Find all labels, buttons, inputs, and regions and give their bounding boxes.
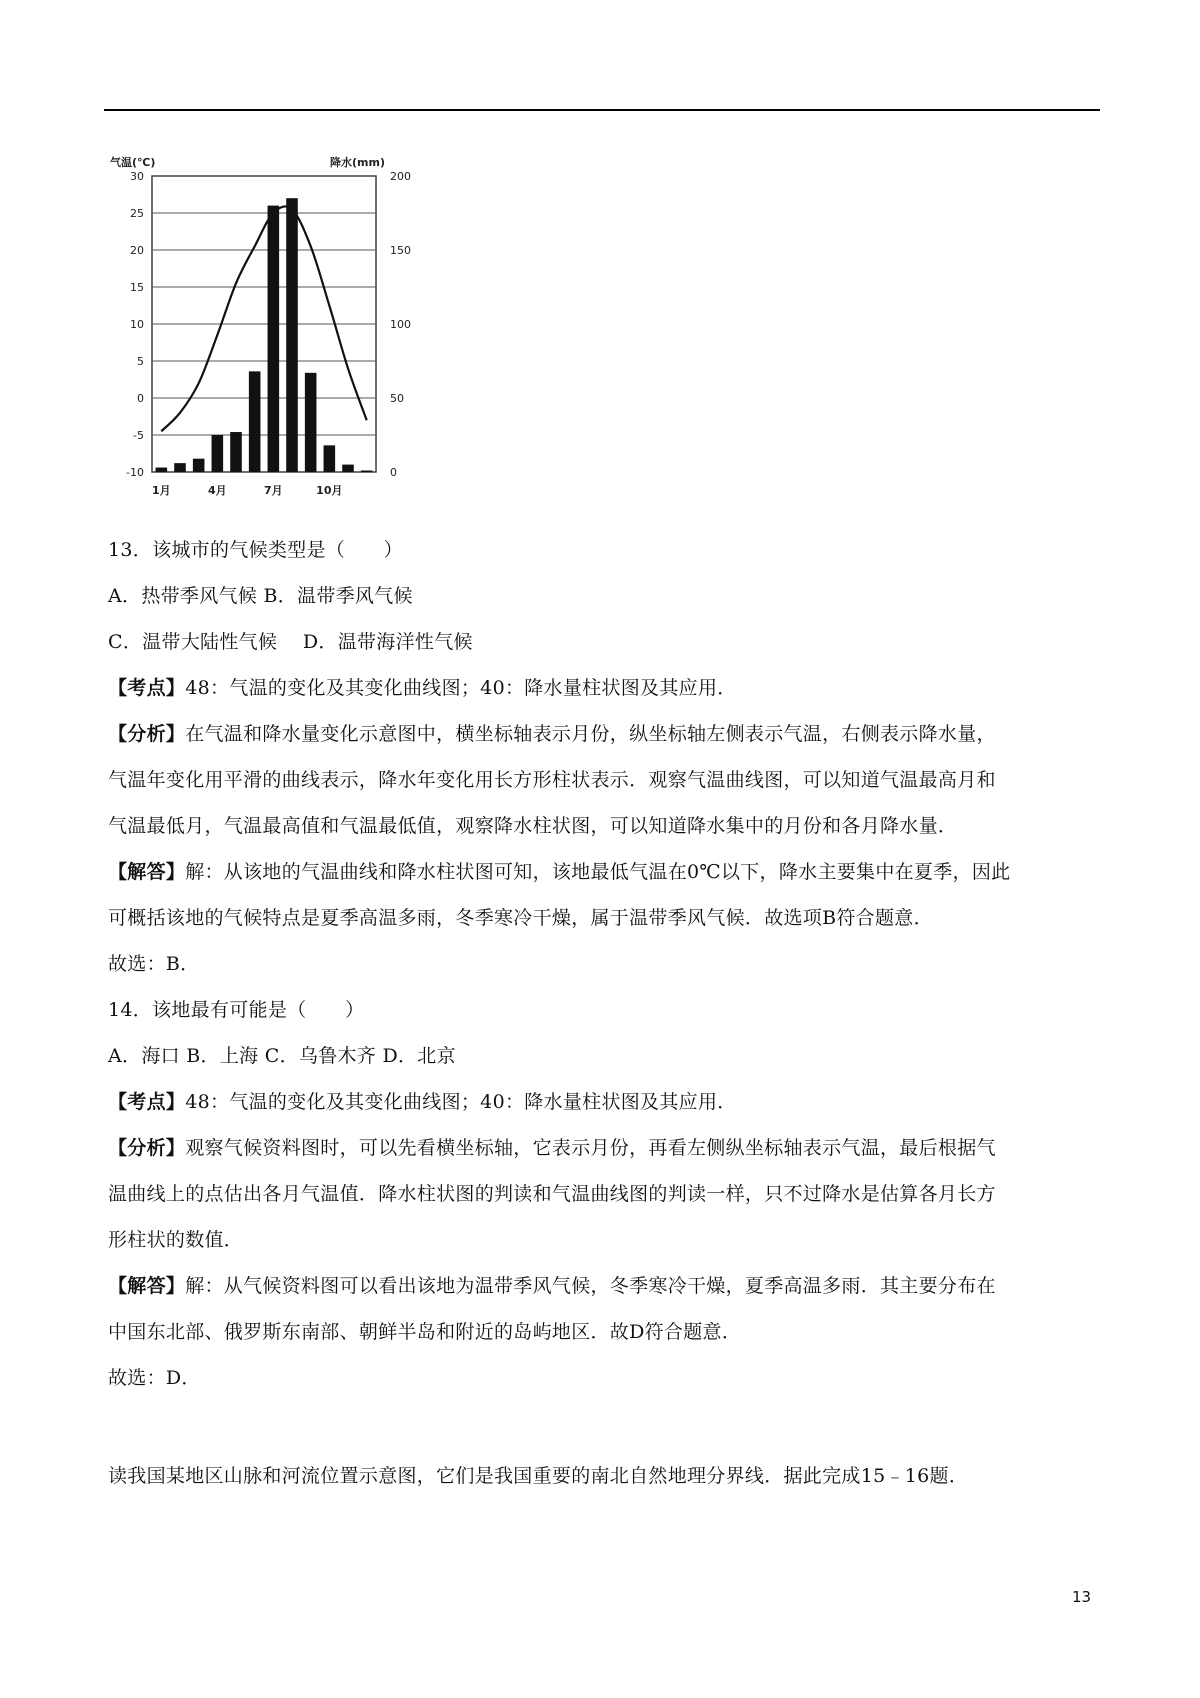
x-axis-ticks <box>152 484 342 497</box>
q13-stem: 13．该城市的气候类型是（ ） <box>108 539 403 561</box>
chart-grid <box>152 176 376 472</box>
x-tick-label: 4月 <box>208 484 227 497</box>
next-section-intro: 读我国某地区山脉和河流位置示意图，它们是我国重要的南北自然地理分界线．据此完成15﹣16题． <box>108 1465 969 1487</box>
right-tick-label: 200 <box>390 170 411 183</box>
precipitation-bar <box>324 445 336 472</box>
q14-options: A．海口 B．上海 C．乌鲁木齐 D．北京 <box>108 1045 456 1067</box>
q13-jieda-line2: 可概括该地的气候特点是夏季高温多雨，冬季寒冷干燥，属于温带季风气候．故选项B符合题意． <box>108 907 933 929</box>
kaodian-text: 48：气温的变化及其变化曲线图；40：降水量柱状图及其应用． <box>185 677 737 699</box>
right-tick-label: 100 <box>390 318 411 331</box>
precipitation-bar <box>249 371 261 472</box>
left-tick-label: 30 <box>130 170 144 183</box>
jieda-tag: 【解答】 <box>108 861 186 883</box>
q13-answer: 故选：B． <box>108 953 200 975</box>
right-axis-label: 降水(mm) <box>330 156 385 169</box>
left-tick-label: 0 <box>137 392 144 405</box>
q13-fenxi-line3: 气温最低月，气温最高值和气温最低值，观察降水柱状图，可以知道降水集中的月份和各月降水量． <box>108 815 958 837</box>
precipitation-bar <box>342 465 354 472</box>
precipitation-bar <box>193 459 205 472</box>
q14-jieda-line1 <box>108 1274 996 1298</box>
x-tick-label: 7月 <box>264 484 283 497</box>
left-tick-label: 15 <box>130 281 144 294</box>
q14-stem: 14．该地最有可能是（ ） <box>108 999 365 1021</box>
left-tick-label: 5 <box>137 355 144 368</box>
kaodian-tag: 【考点】 <box>108 677 186 699</box>
kaodian-tag: 【考点】 <box>108 1091 186 1113</box>
kaodian-text: 48：气温的变化及其变化曲线图；40：降水量柱状图及其应用． <box>185 1091 737 1113</box>
q14-answer: 故选：D． <box>108 1367 201 1389</box>
jieda-tag: 【解答】 <box>108 1275 186 1297</box>
fenxi-tag: 【分析】 <box>108 1137 186 1159</box>
q13-fenxi-line2: 气温年变化用平滑的曲线表示，降水年变化用长方形柱状表示．观察气温曲线图，可以知道气温最高月和 <box>108 769 996 791</box>
left-axis-ticks <box>126 170 144 479</box>
precipitation-bars <box>156 198 373 472</box>
fenxi-text: 在气温和降水量变化示意图中，横坐标轴表示月份，纵坐标轴左侧表示气温，右侧表示降水量， <box>185 723 996 745</box>
left-tick-label: 25 <box>130 207 144 220</box>
left-tick-label: -10 <box>126 466 144 479</box>
q13-options-cd: C．温带大陆性气候 D．温带海洋性气候 <box>108 631 473 653</box>
q14-fenxi-line1 <box>108 1136 996 1160</box>
climate-chart <box>108 152 438 512</box>
q14-fenxi-line2: 温曲线上的点估出各月气温值．降水柱状图的判读和气温曲线图的判读一样，只不过降水是估算各月长方 <box>108 1183 996 1205</box>
x-tick-label: 1月 <box>152 484 171 497</box>
precipitation-bar <box>305 373 317 472</box>
precipitation-bar <box>212 435 224 472</box>
precipitation-bar <box>156 468 168 472</box>
q14-fenxi-line3: 形柱状的数值． <box>108 1229 244 1251</box>
left-axis-label: 气温(℃) <box>110 156 156 169</box>
page-number: 13 <box>1072 1588 1092 1606</box>
left-tick-label: 10 <box>130 318 144 331</box>
precipitation-bar <box>268 206 280 472</box>
left-tick-label: -5 <box>133 429 144 442</box>
x-tick-label: 10月 <box>316 484 343 497</box>
q13-jieda-line1 <box>108 860 1010 884</box>
q13-kaodian <box>108 676 737 700</box>
header-rule <box>104 109 1100 111</box>
q13-options-ab: A．热带季风气候 B．温带季风气候 <box>108 585 413 607</box>
right-axis-ticks <box>390 170 411 479</box>
fenxi-text: 观察气候资料图时，可以先看横坐标轴，它表示月份，再看左侧纵坐标轴表示气温，最后根据气 <box>185 1137 996 1159</box>
left-tick-label: 20 <box>130 244 144 257</box>
precipitation-bar <box>361 471 373 472</box>
jieda-text: 解：从气候资料图可以看出该地为温带季风气候，冬季寒冷干燥，夏季高温多雨．其主要分布在 <box>185 1275 996 1297</box>
jieda-text: 解：从该地的气温曲线和降水柱状图可知，该地最低气温在0℃以下，降水主要集中在夏季，因此 <box>185 861 1011 883</box>
q14-kaodian <box>108 1090 737 1114</box>
right-tick-label: 0 <box>390 466 397 479</box>
right-tick-label: 150 <box>390 244 411 257</box>
right-tick-label: 50 <box>390 392 404 405</box>
q14-jieda-line2: 中国东北部、俄罗斯东南部、朝鲜半岛和附近的岛屿地区．故D符合题意． <box>108 1321 742 1343</box>
precipitation-bar <box>230 432 242 472</box>
fenxi-tag: 【分析】 <box>108 723 186 745</box>
precipitation-bar <box>286 198 298 472</box>
q13-fenxi-line1 <box>108 722 996 746</box>
precipitation-bar <box>174 463 186 472</box>
